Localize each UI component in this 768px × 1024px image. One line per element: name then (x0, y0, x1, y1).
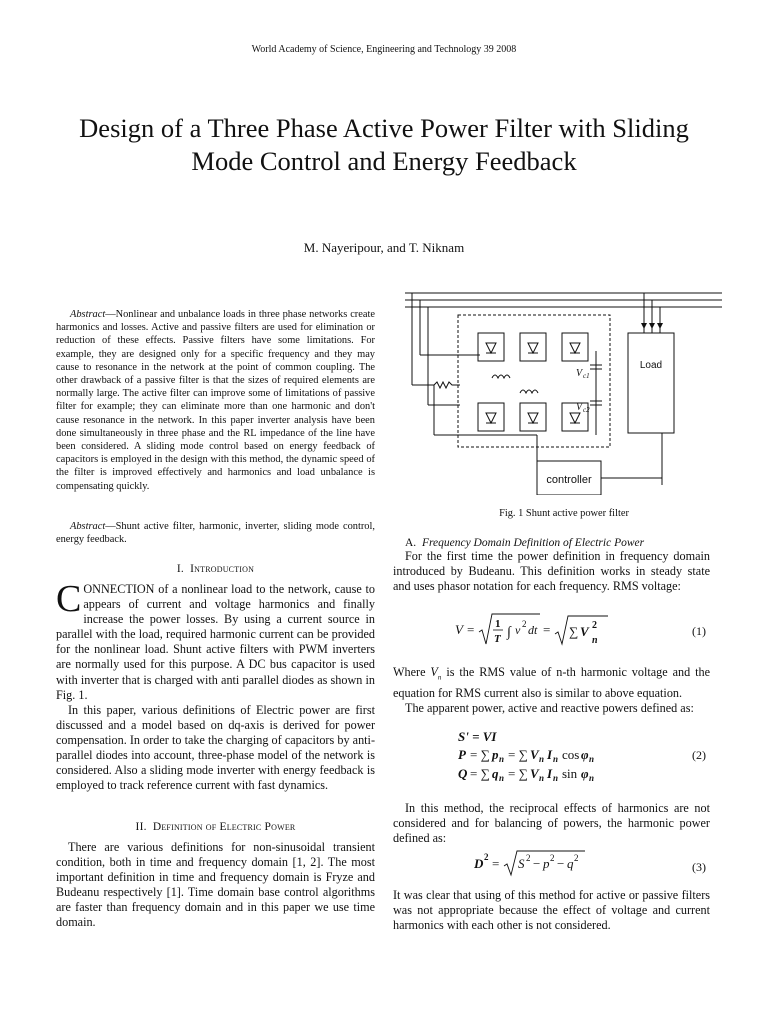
svg-text:cos: cos (562, 747, 580, 762)
svg-text:n: n (592, 635, 598, 646)
svg-text:= ∑: = ∑ (470, 766, 490, 781)
svg-text:q: q (567, 856, 574, 871)
section-1-paragraph-2: In this paper, various definitions of Electric power are first discussed and a model based on dq-axis is derived for power compensation. In order to take the charging of capacitors by anti- parallel diodes into account, three-phase model of the network is considered. Also a sliding mode inverter with energy feedback is employed to track reference current with fast dynamics. (56, 702, 375, 793)
svg-text:2: 2 (484, 852, 489, 862)
subsection-a-label: A. (405, 537, 417, 549)
paper-title: Design of a Three Phase Active Power Filter with Sliding Mode Control and Energy Feedback (79, 113, 689, 176)
abstract-text: Nonlinear and unbalance loads in three phase networks create harmonics and losses. Active and passive filters are used for elimination or reduction of these effects. Passive filters have some limitations. For example, they are designed only for a specific frequency and they may cause to resonance in the network at the point of common coupling. The other drawback of a passive filter is that the sizes of required elements are normally large. The active filter can improve some of limitations of passive filter for example; they can eliminate more than one harmonic and don't cause resonance in the network. In this paper inverter analysis have been done simultaneously in three phase and the RL impedance of the line have been considered. A sliding mode control based on energy feedback of capacitors is employed in the design with this method, the dynamic speed of the filter is improved effectively and harmonics and load unbalance is compensating quickly. (56, 309, 375, 492)
abstract-label: Abstract (70, 309, 106, 320)
svg-text:V: V (580, 624, 589, 639)
equation-2-number: (2) (692, 748, 706, 762)
vc1-sub: c1 (583, 372, 590, 380)
svg-text:n: n (539, 754, 545, 764)
controller-label: controller (546, 474, 592, 486)
svg-text:V: V (455, 622, 463, 637)
svg-text:=: = (492, 856, 500, 871)
equation-2 (458, 728, 658, 784)
svg-text:n: n (499, 754, 505, 764)
load-label: Load (639, 360, 663, 371)
svg-text:D: D (474, 856, 484, 871)
section-2-heading (56, 821, 375, 833)
paper-authors: M. Nayeripour, and T. Niknam (303, 240, 465, 255)
svg-text:= ∑: = ∑ (508, 747, 528, 762)
vc2-label: V (576, 402, 583, 413)
equation-3 (474, 848, 614, 878)
dropcap: C (56, 578, 82, 620)
svg-text:Q: Q (458, 766, 468, 781)
svg-text:2: 2 (550, 853, 555, 863)
section-1-lead: ONNECTION (83, 582, 155, 596)
equation-1 (455, 612, 635, 648)
svg-text:= ∑: = ∑ (508, 766, 528, 781)
subsection-a-heading (405, 537, 730, 549)
svg-text:−: − (533, 856, 541, 871)
figure-1-circuit (400, 285, 728, 495)
vc1-label: V (576, 368, 583, 379)
svg-text:v: v (515, 623, 521, 637)
svg-text:∫: ∫ (507, 625, 511, 640)
section-2-number: II. (135, 821, 147, 833)
svg-text:S: S (518, 856, 525, 871)
svg-text:n: n (553, 773, 559, 783)
svg-text:n: n (589, 754, 595, 764)
svg-text:=: = (543, 622, 551, 637)
svg-text:p: p (492, 747, 499, 762)
section-2-title: Definition of Electric Power (152, 821, 296, 833)
section-1-body (56, 578, 375, 793)
svg-text:φ: φ (581, 766, 589, 781)
svg-text:2: 2 (526, 853, 531, 863)
svg-text:P: P (458, 747, 466, 762)
svg-text:n: n (553, 754, 559, 764)
subsection-a-paragraph-5: It was clear that using of this method for active or passive filters was not appropriate because the effect of voltage and current harmonics with each other is not considered. (393, 888, 710, 933)
svg-text:1: 1 (495, 618, 501, 630)
vc2-sub: c2 (583, 406, 590, 414)
svg-text:∑: ∑ (569, 624, 579, 639)
svg-text:I: I (547, 766, 553, 781)
svg-text:φ: φ (581, 747, 589, 762)
svg-text:n: n (499, 773, 505, 783)
svg-text:2: 2 (592, 620, 597, 631)
abstract-dash: — (105, 309, 116, 320)
svg-text:−: − (557, 856, 565, 871)
svg-text:= ∑: = ∑ (470, 747, 490, 762)
svg-text:V: V (530, 747, 539, 762)
subsection-a-title: Frequency Domain Definition of Electric Power (421, 537, 645, 549)
svg-text:I: I (547, 747, 553, 762)
svg-text:V: V (530, 766, 539, 781)
svg-text:T: T (494, 633, 501, 645)
equation-3-number: (3) (692, 860, 706, 874)
keywords-text: Shunt active filter, harmonic, inverter, sliding mode control, energy feedback. (56, 521, 375, 546)
svg-text:=: = (467, 622, 475, 637)
svg-text:n: n (539, 773, 545, 783)
figure-1-caption: Fig. 1 Shunt active power filter (499, 508, 629, 519)
keywords (56, 520, 375, 546)
subsection-a-paragraph-1: For the first time the power definition in frequency domain introduced by Budeanu. This definition works in steady state and uses phasor notation for each frequency. RMS voltage: (393, 549, 710, 594)
subsection-a-paragraph-2: Where $V_n$ is the RMS value of n-th harmonic voltage and the equation for RMS current also is similar to above equation. The apparent power, active and reactive powers defined as: (393, 665, 711, 715)
section-2-body (56, 840, 375, 931)
svg-text:n: n (589, 773, 595, 783)
svg-text:dt: dt (528, 623, 538, 637)
keywords-dash: — (105, 521, 116, 532)
svg-text:S' = VI: S' = VI (458, 729, 497, 744)
section-1-paragraph-1: CONNECTION of a nonlinear load to the network, cause to appears of current and voltage harmonics and finally increase the power losses. By using a current source in parallel with the load, required harmonic current can be provided for the nonlinear load. Shunt active filters with PWM inverters are normally used for this purpose. A DC bus capacitor is used with inverter that is charged with anti parallel diodes as shown in Fig. 1. (56, 578, 375, 702)
journal-header: World Academy of Science, Engineering and Technology 39 2008 (251, 44, 517, 55)
svg-text:p: p (543, 856, 550, 871)
section-1-title: Introduction (190, 563, 255, 575)
subsection-a-paragraph-3: The apparent power, active and reactive powers defined as: (405, 700, 694, 715)
subsection-a-paragraph-4: In this method, the reciprocal effects of harmonics are not considered and for balancing of powers, the harmonic power defined as: (393, 801, 710, 846)
section-2-paragraph-1: There are various definitions for non-sinusoidal transient condition, both in time and frequency domain [1, 2]. The most important definition in time and frequency domain is Fryze and Budeanu respectively [1]. Time domain base control algorithms are faster than frequency domain and in this paper we use time domain. (56, 840, 375, 930)
svg-text:2: 2 (522, 619, 527, 629)
abstract (56, 308, 375, 493)
svg-text:2: 2 (574, 853, 579, 863)
svg-text:sin: sin (562, 766, 578, 781)
section-1-heading (56, 563, 375, 575)
section-1-number: I. (176, 563, 184, 575)
keywords-label: Abstract (70, 521, 106, 532)
svg-text:q: q (492, 766, 499, 781)
equation-1-number: (1) (692, 624, 706, 638)
